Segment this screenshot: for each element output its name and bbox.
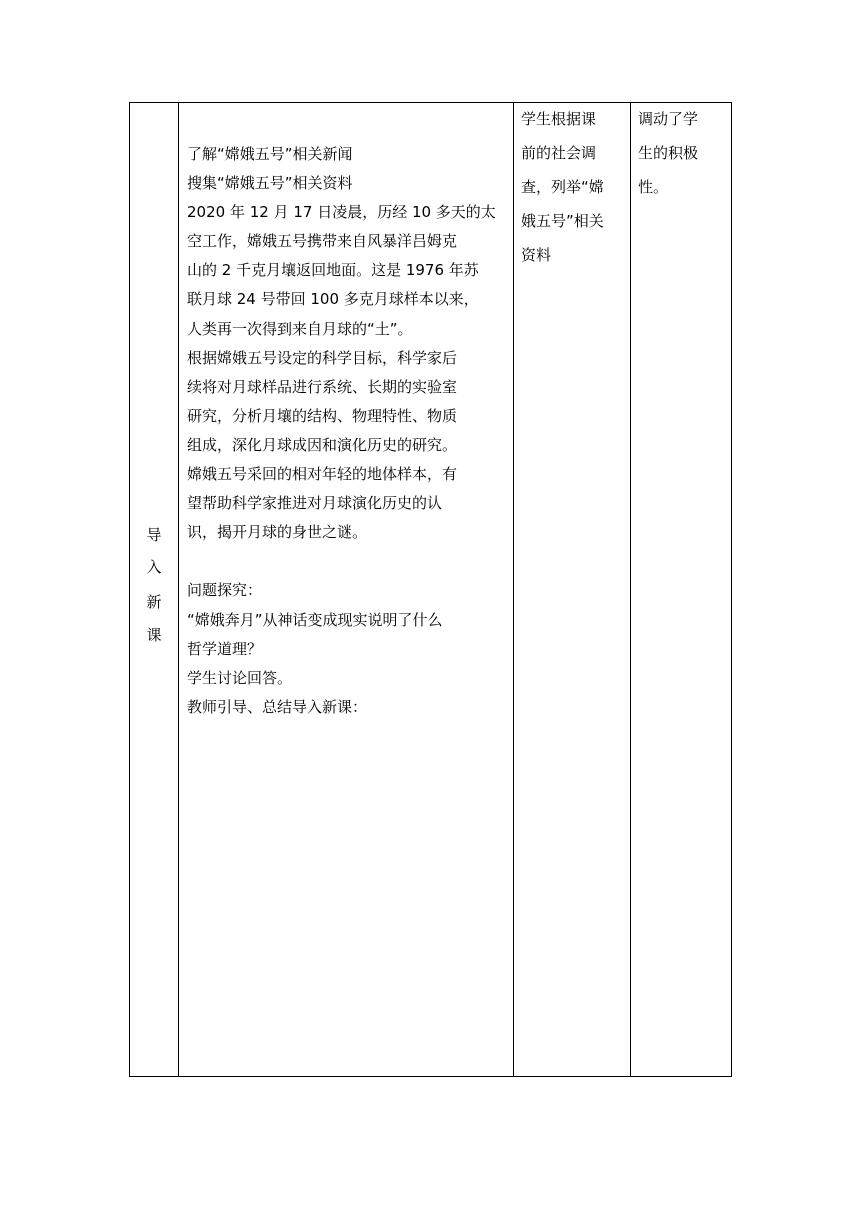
student-activity-line: 查，列举“嫦	[521, 178, 604, 196]
student-activity-cell	[521, 102, 625, 272]
content-line: 组成，深化月球成因和演化历史的研究。	[187, 435, 458, 454]
table-right-border	[731, 102, 732, 1077]
design-intent-line: 性。	[638, 178, 669, 196]
student-activity-line: 资料	[521, 246, 552, 264]
student-activity-line: 学生根据课	[521, 110, 597, 128]
content-line: 联月球 24 号带回 100 多克月球样本以来，	[187, 290, 479, 309]
stage-label-char: 导	[146, 526, 162, 544]
table-bottom-border	[129, 1076, 732, 1077]
content-line: 嫦娥五号采回的相对年轻的地体样本，有	[187, 465, 458, 484]
stage-label-char: 课	[146, 626, 162, 644]
content-line: 搜集“嫦娥五号”相关资料	[187, 174, 353, 193]
content-line: 望帮助科学家推进对月球演化历史的认	[187, 494, 443, 513]
content-line: 空工作，嫦娥五号携带来自风暴洋吕姆克	[187, 232, 458, 251]
content-line: 人类再一次得到来自月球的“土”。	[187, 319, 413, 338]
column-divider-3	[630, 102, 631, 1077]
content-line: 根据嫦娥五号设定的科学目标，科学家后	[187, 348, 458, 367]
content-line: 研究，分析月壤的结构、物理特性、物质	[187, 406, 458, 425]
content-line: 识，揭开月球的身世之谜。	[187, 523, 368, 542]
content-line: 哲学道理？	[187, 639, 263, 658]
stage-label-char: 入	[146, 558, 162, 576]
student-activity-line: 娥五号”相关	[521, 212, 604, 230]
content-line: 了解“嫦娥五号”相关新闻	[187, 145, 353, 163]
content-line: 学生讨论回答。	[187, 668, 293, 687]
column-divider-2	[513, 102, 514, 1077]
student-activity-line: 前的社会调	[521, 144, 597, 162]
design-intent-cell	[638, 102, 726, 204]
teaching-content-cell	[187, 140, 507, 722]
stage-label-cell	[129, 103, 179, 1077]
content-line: 续将对月球样品进行系统、长期的实验室	[187, 377, 458, 396]
content-line: 山的 2 千克月壤返回地面。这是 1976 年苏	[187, 261, 479, 280]
content-line: “嫦娥奔月”从神话变成现实说明了什么	[187, 610, 443, 629]
content-line: 2020 年 12 月 17 日凌晨，历经 10 多天的太	[187, 203, 496, 222]
design-intent-line: 生的积极	[638, 144, 699, 162]
content-line: 问题探究：	[187, 581, 263, 600]
content-line	[187, 547, 507, 576]
content-line: 教师引导、总结导入新课：	[187, 697, 368, 716]
stage-label-char: 新	[146, 593, 162, 611]
design-intent-line: 调动了学	[638, 110, 699, 128]
